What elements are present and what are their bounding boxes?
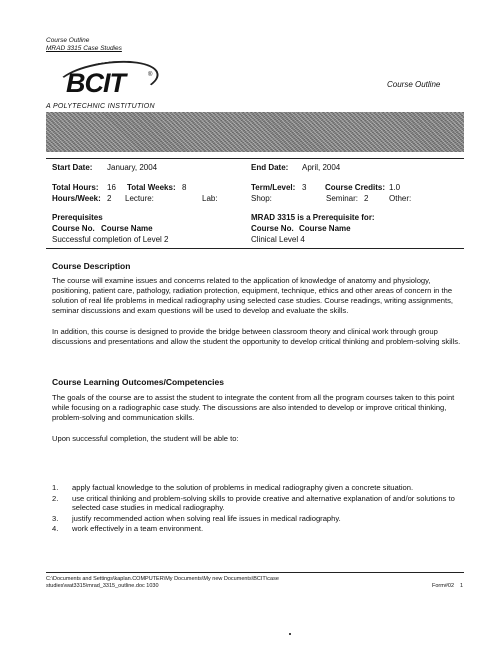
prereq-for-item: Clinical Level 4	[251, 235, 305, 244]
course-description-extra	[52, 327, 464, 347]
description-paragraph-2: In addition, this course is designed to provide the bridge between classroom theory and clinical work through group discussions and presentations and allow the student the opportunity to develop critical thinking and problem-solving skills.	[52, 327, 461, 346]
prereq-item: Successful completion of Level 2	[52, 235, 169, 244]
list-item-number: 4.	[52, 524, 59, 533]
list-item-number: 2.	[52, 493, 59, 503]
list-item	[52, 514, 464, 524]
bcit-logo: BCIT	[66, 68, 125, 98]
prereq-for-col-course-name: Course Name	[299, 224, 351, 233]
list-item-text: justify recommended action when solving real life issues in medical radiography.	[72, 513, 341, 523]
prerequisites-heading: Prerequisites	[52, 213, 103, 222]
seminar-label: Seminar:	[326, 194, 359, 203]
prereq-col-course-no: Course No.	[52, 224, 95, 233]
header-banner-image	[46, 112, 464, 152]
outcomes-lead-in	[52, 434, 464, 444]
footer-form-number: Form#02	[432, 583, 455, 589]
hours-week-label: Hours/Week:	[52, 194, 101, 203]
list-item	[52, 483, 464, 493]
total-weeks-value: 8	[182, 183, 187, 192]
list-item-number: 3.	[52, 513, 59, 523]
footer-file-path	[46, 576, 279, 590]
registered-mark: ®	[148, 72, 153, 78]
other-label: Other:	[389, 194, 412, 203]
divider-middle	[46, 248, 464, 249]
seminar-value: 2	[364, 194, 369, 203]
outcomes-list	[52, 483, 464, 534]
prereq-col-course-name: Course Name	[101, 224, 153, 233]
outcomes-paragraph-1: The goals of the course are to assist the student to integrate the content from all the program courses taken to this point while focusing on a radiographic case study. The discussions are also intended to develop or improve critical thinking, problem-solving and communication skills.	[52, 393, 455, 422]
course-description-heading: Course Description	[52, 261, 131, 271]
total-hours-value: 16	[107, 183, 116, 192]
divider-top	[46, 158, 464, 159]
start-date-label: Start Date:	[52, 163, 93, 172]
term-level-value: 3	[302, 183, 307, 192]
course-outline-label: Course Outline	[387, 80, 441, 89]
list-item-text: use critical thinking and problem-solving skills to provide creative and alternative explanation of and/or solutions to selected case studies in medical radiography.	[72, 493, 455, 512]
list-item-text: apply factual knowledge to the solution of problems in medical radiography given a concrete situation.	[72, 483, 414, 492]
term-level-label: Term/Level:	[251, 183, 296, 192]
outcomes-heading: Course Learning Outcomes/Competencies	[52, 377, 224, 387]
end-date-value: April, 2004	[302, 163, 341, 172]
scan-speck	[289, 633, 291, 635]
start-date-value: January, 2004	[107, 163, 158, 172]
course-description-body	[52, 276, 464, 316]
description-paragraph-1: The course will examine issues and concerns related to the application of knowledge of anatomy and physiology, positioning, patient care, pathology, radiation protection, equipment, technique, ethics and other areas of concern in the solution of real life problems in medical radiography using selected case studies. Course readings, writing assignments, seminar discussions and exam questions will be used to develop and evaluate the skills.	[52, 276, 453, 315]
footer-path-line-2: studies\wat3315\mrad_3315_outline.doc 1030	[46, 583, 159, 589]
footer-path-line-1: C:\Documents and Settings\kaplan.COMPUTER\My Documents\My new Documents\BCIT\case	[46, 576, 279, 582]
list-item	[52, 494, 464, 513]
header-doc-type: Course Outline	[46, 37, 90, 44]
running-header	[46, 37, 122, 52]
header-course-code: MRAD 3315 Case Studies	[46, 44, 122, 52]
end-date-label: End Date:	[251, 163, 289, 172]
list-item-text: work effectively in a team environment.	[72, 524, 204, 533]
total-hours-label: Total Hours:	[52, 183, 99, 192]
divider-footer	[46, 572, 464, 573]
total-weeks-label: Total Weeks:	[127, 183, 176, 192]
outcomes-intro	[52, 393, 464, 423]
prereq-for-col-course-no: Course No.	[251, 224, 294, 233]
lecture-label: Lecture:	[125, 194, 154, 203]
course-credits-label: Course Credits:	[325, 183, 386, 192]
shop-label: Shop:	[251, 194, 272, 203]
course-credits-value: 1.0	[389, 183, 401, 192]
logo-tagline: A POLYTECHNIC INSTITUTION	[46, 103, 155, 110]
list-item-number: 1.	[52, 483, 59, 492]
hours-week-value: 2	[107, 194, 112, 203]
list-item	[52, 524, 464, 534]
lab-label: Lab:	[202, 194, 218, 203]
outcomes-paragraph-2: Upon successful completion, the student will be able to:	[52, 434, 239, 443]
footer-page-number: 1	[460, 583, 464, 589]
prereq-for-heading: MRAD 3315 is a Prerequisite for:	[251, 213, 375, 222]
